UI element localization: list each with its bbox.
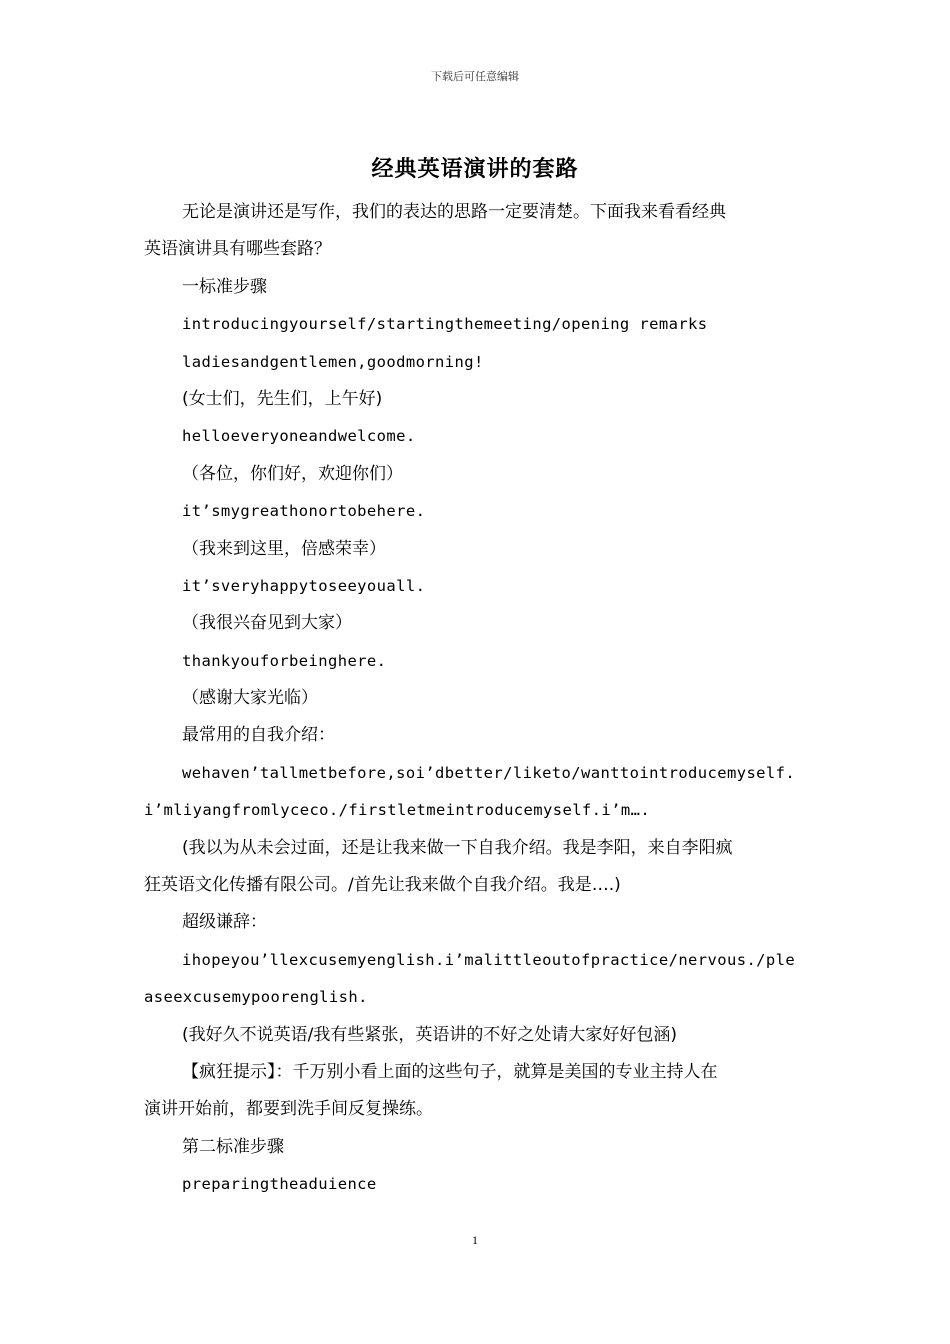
page-number: 1 [472,1233,478,1247]
body-line: 【疯狂提示】：千万别小看上面的这些句子，就算是美国的专业主持人在 [182,1061,718,1082]
page-header-note: 下载后可任意编辑 [431,70,519,83]
body-line: 超级谦辞： [182,912,267,933]
body-line: 无论是演讲还是写作，我们的表达的思路一定要清楚。下面我来看看经典 [182,202,726,222]
body-line: （我很兴奋见到大家） [182,613,352,634]
body-line: 演讲开始前，都要到洗手间反复操练。 [144,1099,433,1120]
document-title: 经典英语演讲的套路 [371,157,579,182]
body-line: wehaven’tallmetbefore,soi’dbetter/liketo/wanttointroducemyself. [182,763,796,782]
document-body [144,194,809,1204]
body-line: preparingtheaduience [182,1175,377,1194]
body-line: 狂英语文化传播有限公司。/首先让我来做个自我介绍。我是….) [144,875,621,896]
body-line: 第二标准步骤 [182,1136,284,1157]
body-line: (我以为从未会过面，还是让我来做一下自我介绍。我是李阳，来自李阳疯 [182,837,733,858]
body-line: ladiesandgentlemen,goodmorning! [182,352,484,371]
body-line: it’sveryhappytoseeyouall. [182,576,426,595]
body-line: 一标准步骤 [182,276,267,297]
body-line: it’smygreathonortobehere. [182,502,426,521]
body-line: aseexcusemypoorenglish. [144,988,368,1007]
body-line: ihopeyou’llexcusemyenglish.i’malittleoutofpractice/nervous./ple [182,950,796,969]
body-line: 英语演讲具有哪些套路？ [144,239,331,260]
body-line: （感谢大家光临） [182,688,318,709]
body-line: 最常用的自我介绍： [182,725,335,746]
body-line: (女士们，先生们，上午好) [182,388,383,409]
body-line: helloeveryoneandwelcome. [182,427,416,446]
body-line: (我好久不说英语/我有些紧张，英语讲的不好之处请大家好好包涵) [182,1024,677,1045]
body-line: i’mliyangfromlyceco./firstletmeintroducemyself.i’m…. [144,801,651,820]
body-line: introducingyourself/startingthemeeting/opening remarks [182,315,708,334]
body-line: （各位，你们好，欢迎你们） [182,463,403,484]
body-line: thankyouforbeinghere. [182,651,387,670]
body-line: （我来到这里，倍感荣幸） [182,538,386,559]
